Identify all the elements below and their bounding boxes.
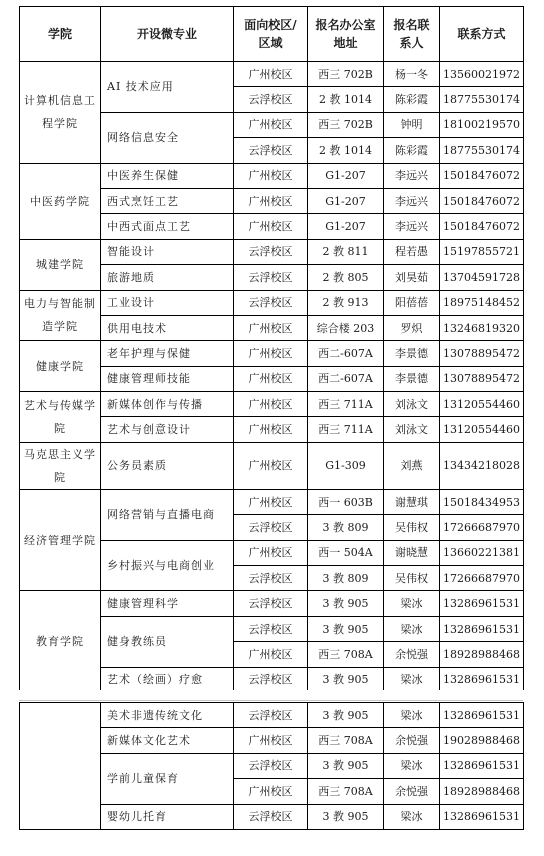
office-cell: 3 教 905 (308, 753, 384, 778)
college-cell: 城建学院 (20, 239, 101, 290)
campus-cell: 云浮校区 (234, 667, 308, 692)
phone-cell: 13286961531 (440, 753, 524, 778)
campus-cell: 云浮校区 (234, 239, 308, 264)
contact-cell: 钟明 (384, 112, 440, 137)
office-cell: 3 教 905 (308, 667, 384, 692)
office-cell: 西一 504A (308, 540, 384, 565)
table-row (20, 392, 524, 417)
campus-cell: 云浮校区 (234, 265, 308, 290)
office-cell: G1-309 (308, 442, 384, 489)
major-name: 艺术与创意设计 (101, 417, 234, 442)
office-cell: 3 教 905 (308, 591, 384, 616)
page-divider (19, 700, 523, 701)
phone-cell: 13120554460 (440, 392, 524, 417)
major-name: AI 技术应用 (101, 62, 234, 113)
campus-cell: 云浮校区 (234, 804, 308, 829)
phone-cell: 13246819320 (440, 315, 524, 340)
phone-cell: 13078895472 (440, 366, 524, 391)
office-cell: 2 教 811 (308, 239, 384, 264)
office-cell: 西二-607A (308, 366, 384, 391)
phone-cell: 15018476072 (440, 214, 524, 239)
contact-cell: 刘泳文 (384, 417, 440, 442)
table-row (20, 290, 524, 315)
contact-cell: 李景德 (384, 366, 440, 391)
header-phone: 联系方式 (440, 7, 524, 62)
contact-cell: 梁冰 (384, 804, 440, 829)
major-table-continued (19, 702, 524, 830)
phone-cell: 13560021972 (440, 62, 524, 87)
office-cell: 2 教 1014 (308, 138, 384, 163)
phone-cell: 13120554460 (440, 417, 524, 442)
contact-cell: 吴伟权 (384, 566, 440, 591)
contact-cell: 梁冰 (384, 703, 440, 728)
office-cell: 3 教 809 (308, 566, 384, 591)
table-row (20, 163, 524, 188)
campus-cell: 云浮校区 (234, 616, 308, 641)
major-name: 健康管理科学 (101, 591, 234, 616)
office-cell: 西一 603B (308, 489, 384, 514)
contact-cell: 刘昊茹 (384, 265, 440, 290)
header-office: 报名办公室地址 (308, 7, 384, 62)
major-table (19, 6, 524, 693)
major-name: 智能设计 (101, 239, 234, 264)
major-name: 婴幼儿托育 (101, 804, 234, 829)
office-cell: 3 教 905 (308, 804, 384, 829)
campus-cell: 广州校区 (234, 779, 308, 804)
campus-cell: 广州校区 (234, 540, 308, 565)
college-cell: 计算机信息工程学院 (20, 62, 101, 164)
office-cell: 西三 702B (308, 62, 384, 87)
table-body-continued (20, 703, 524, 830)
phone-cell: 13286961531 (440, 703, 524, 728)
contact-cell: 阳蓓蓓 (384, 290, 440, 315)
contact-cell: 李远兴 (384, 163, 440, 188)
college-cell: 健康学院 (20, 341, 101, 392)
phone-cell: 17266687970 (440, 566, 524, 591)
major-name: 西式烹饪工艺 (101, 188, 234, 213)
campus-cell: 广州校区 (234, 214, 308, 239)
phone-cell: 13286961531 (440, 616, 524, 641)
major-name: 中西式面点工艺 (101, 214, 234, 239)
major-name: 公务员素质 (101, 442, 234, 489)
major-name: 工业设计 (101, 290, 234, 315)
campus-cell: 广州校区 (234, 315, 308, 340)
office-cell: 西三 711A (308, 417, 384, 442)
header-contact: 报名联系人 (384, 7, 440, 62)
phone-cell: 15018434953 (440, 489, 524, 514)
table-body (20, 62, 524, 693)
phone-cell: 18928988468 (440, 642, 524, 667)
phone-cell: 15018476072 (440, 188, 524, 213)
contact-cell: 李远兴 (384, 188, 440, 213)
office-cell: 3 教 905 (308, 616, 384, 641)
campus-cell: 广州校区 (234, 163, 308, 188)
campus-cell: 云浮校区 (234, 515, 308, 540)
header-campus: 面向校区/区域 (234, 7, 308, 62)
major-name: 网络信息安全 (101, 112, 234, 163)
phone-cell: 13078895472 (440, 341, 524, 366)
contact-cell: 余悦强 (384, 779, 440, 804)
campus-cell: 广州校区 (234, 366, 308, 391)
phone-cell: 18775530174 (440, 138, 524, 163)
office-cell: 综合楼 203 (308, 315, 384, 340)
college-cell: 教育学院 (20, 591, 101, 693)
office-cell: 西二-607A (308, 341, 384, 366)
office-cell: 西三 702B (308, 112, 384, 137)
campus-cell: 广州校区 (234, 417, 308, 442)
campus-cell: 云浮校区 (234, 87, 308, 112)
phone-cell: 15197855721 (440, 239, 524, 264)
contact-cell: 刘泳文 (384, 392, 440, 417)
header-college: 学院 (20, 7, 101, 62)
major-name: 学前儿童保育 (101, 753, 234, 804)
contact-cell: 李远兴 (384, 214, 440, 239)
major-name: 健身教练员 (101, 616, 234, 667)
phone-cell: 13286961531 (440, 591, 524, 616)
phone-cell: 13660221381 (440, 540, 524, 565)
major-name: 旅游地质 (101, 265, 234, 290)
office-cell: G1-207 (308, 214, 384, 239)
table-row (20, 591, 524, 616)
phone-cell: 13286961531 (440, 804, 524, 829)
contact-cell: 吴伟权 (384, 515, 440, 540)
major-name: 乡村振兴与电商创业 (101, 540, 234, 591)
table-header-row (20, 7, 524, 62)
phone-cell: 18928988468 (440, 779, 524, 804)
office-cell: 3 教 809 (308, 515, 384, 540)
office-cell: 西三 708A (308, 728, 384, 753)
table-row (20, 239, 524, 264)
major-name: 供用电技术 (101, 315, 234, 340)
campus-cell: 云浮校区 (234, 566, 308, 591)
campus-cell: 广州校区 (234, 112, 308, 137)
phone-cell: 18100219570 (440, 112, 524, 137)
phone-cell: 13434218028 (440, 442, 524, 489)
contact-cell: 梁冰 (384, 753, 440, 778)
table-row (20, 62, 524, 87)
phone-cell: 15018476072 (440, 163, 524, 188)
header-major: 开设微专业 (101, 7, 234, 62)
campus-cell: 广州校区 (234, 188, 308, 213)
major-name: 中医养生保健 (101, 163, 234, 188)
table-row (20, 489, 524, 514)
major-name: 健康管理师技能 (101, 366, 234, 391)
phone-cell: 17266687970 (440, 515, 524, 540)
major-name: 艺术（绘画）疗愈 (101, 667, 234, 692)
contact-cell: 余悦强 (384, 642, 440, 667)
contact-cell: 程若愚 (384, 239, 440, 264)
college-cell: 艺术与传媒学院 (20, 392, 101, 443)
contact-cell: 杨一冬 (384, 62, 440, 87)
campus-cell: 云浮校区 (234, 703, 308, 728)
campus-cell: 广州校区 (234, 392, 308, 417)
contact-cell: 梁冰 (384, 591, 440, 616)
contact-cell: 谢慧琪 (384, 489, 440, 514)
college-cell: 经济管理学院 (20, 489, 101, 591)
phone-cell: 18975148452 (440, 290, 524, 315)
contact-cell: 罗炽 (384, 315, 440, 340)
campus-cell: 云浮校区 (234, 290, 308, 315)
office-cell: 2 教 1014 (308, 87, 384, 112)
campus-cell: 云浮校区 (234, 138, 308, 163)
college-cell (20, 703, 101, 830)
major-name: 美术非遗传统文化 (101, 703, 234, 728)
college-cell: 中医药学院 (20, 163, 101, 239)
table-row (20, 442, 524, 489)
office-cell: 西三 708A (308, 642, 384, 667)
office-cell: 3 教 905 (308, 703, 384, 728)
phone-cell: 19028988468 (440, 728, 524, 753)
office-cell: 2 教 805 (308, 265, 384, 290)
contact-cell: 陈彩霞 (384, 138, 440, 163)
campus-cell: 广州校区 (234, 728, 308, 753)
college-cell: 电力与智能制造学院 (20, 290, 101, 341)
campus-cell: 广州校区 (234, 62, 308, 87)
campus-cell: 广州校区 (234, 489, 308, 514)
campus-cell: 广州校区 (234, 442, 308, 489)
college-cell: 马克思主义学院 (20, 442, 101, 489)
contact-cell: 梁冰 (384, 667, 440, 692)
office-cell: G1-207 (308, 163, 384, 188)
office-cell: 2 教 913 (308, 290, 384, 315)
office-cell: 西三 711A (308, 392, 384, 417)
table-row (20, 703, 524, 728)
phone-cell: 18775530174 (440, 87, 524, 112)
contact-cell: 谢晓慧 (384, 540, 440, 565)
contact-cell: 梁冰 (384, 616, 440, 641)
campus-cell: 广州校区 (234, 642, 308, 667)
office-cell: G1-207 (308, 188, 384, 213)
campus-cell: 云浮校区 (234, 591, 308, 616)
office-cell: 西三 708A (308, 779, 384, 804)
campus-cell: 云浮校区 (234, 753, 308, 778)
phone-cell: 13286961531 (440, 667, 524, 692)
major-name: 新媒体文化艺术 (101, 728, 234, 753)
major-name: 新媒体创作与传播 (101, 392, 234, 417)
campus-cell: 广州校区 (234, 341, 308, 366)
contact-cell: 陈彩霞 (384, 87, 440, 112)
contact-cell: 李景德 (384, 341, 440, 366)
phone-cell: 13704591728 (440, 265, 524, 290)
major-name: 老年护理与保健 (101, 341, 234, 366)
table-row (20, 341, 524, 366)
contact-cell: 刘燕 (384, 442, 440, 489)
contact-cell: 余悦强 (384, 728, 440, 753)
major-name: 网络营销与直播电商 (101, 489, 234, 540)
